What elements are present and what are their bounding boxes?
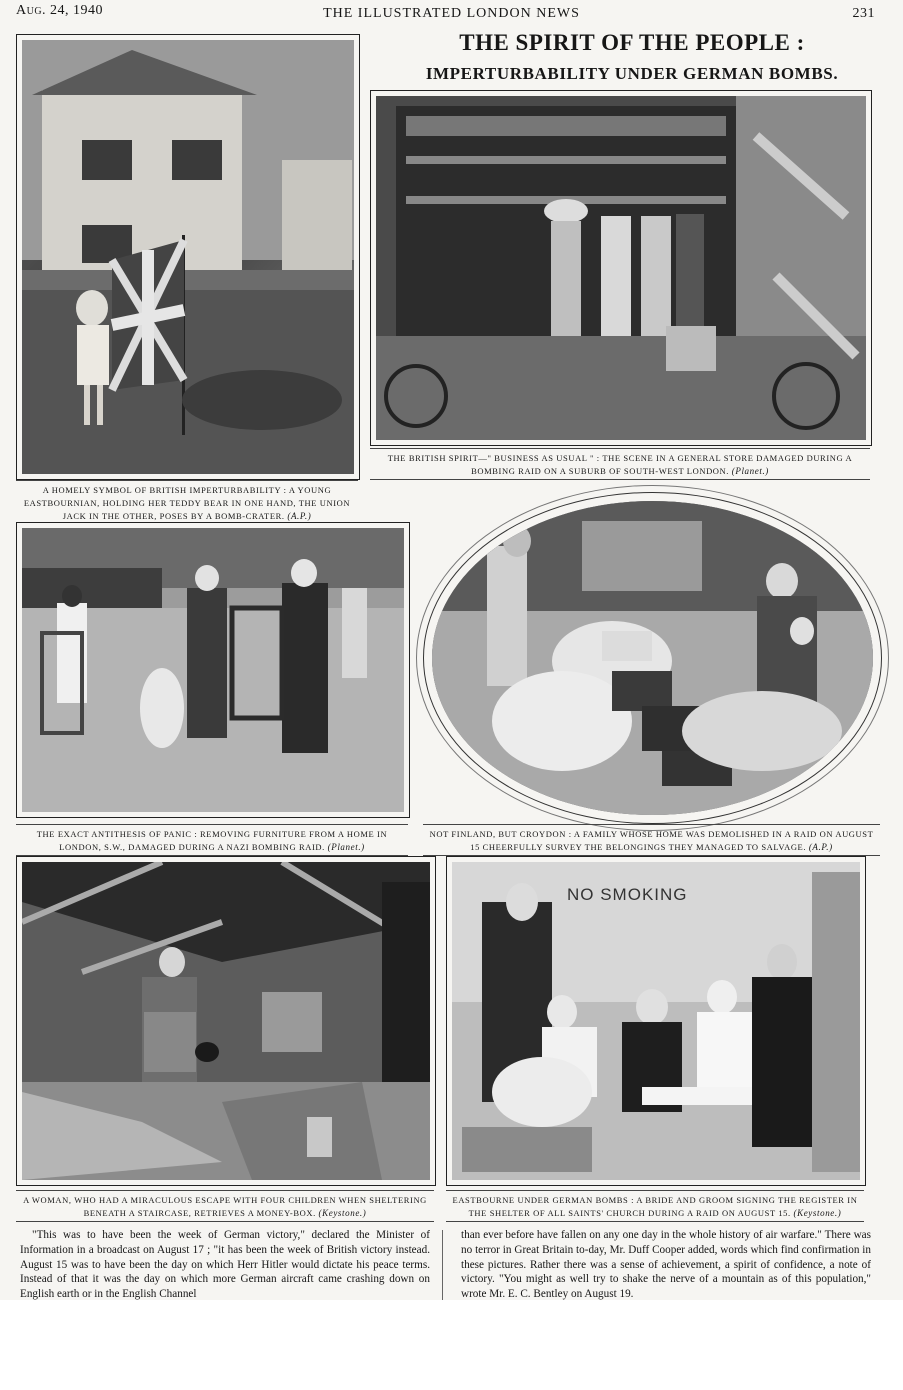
page-title: THE SPIRIT OF THE PEOPLE : — [459, 30, 805, 55]
photo-wedding-frame — [446, 856, 866, 1186]
page-subtitle: IMPERTURBABILITY UNDER GERMAN BOMBS. — [425, 64, 839, 83]
issue-date: Aug. 24, 1940 — [16, 3, 104, 18]
photo-general-store — [376, 96, 866, 440]
publication-name: THE ILLUSTRATED LONDON NEWS — [323, 6, 580, 21]
photo-money-box — [22, 862, 430, 1180]
caption-money-box: A WOMAN, WHO HAD A MIRACULOUS ESCAPE WITH FOUR CHILDREN WHEN SHELTERING BENEATH A STAIRCASE, RETRIEVES A MONEY-BOX. (Keystone.) — [16, 1190, 434, 1222]
photo-girl-flag — [22, 40, 354, 474]
caption-croydon: NOT FINLAND, BUT CROYDON : A FAMILY WHOSE HOME WAS DEMOLISHED IN A RAID ON AUGUST 15 CHEERFULLY SURVEY THE BELONGINGS THEY MANAGED TO SALVAGE. (A.P.) — [423, 824, 880, 856]
photo-general-store-frame — [370, 90, 872, 446]
photo-croydon-frame — [423, 492, 882, 824]
photo-croydon — [432, 501, 873, 815]
photo-wedding — [452, 862, 860, 1180]
caption-furniture: THE EXACT ANTITHESIS OF PANIC : REMOVING FURNITURE FROM A HOME IN LONDON, S.W., DAMAGED DURING A NAZI BOMBING RAID. (Planet.) — [16, 824, 408, 856]
photo-furniture-frame — [16, 522, 410, 818]
photo-furniture — [22, 528, 404, 812]
article-column-right: than ever before have fallen on any one day in the whole history of air warfare." There was no terror in Great Britain to-day, Mr. Duff Cooper added, words which find confirmation in these pictures. Rather there was a sense of achievement, a spirit of confidence, a note of victory. "You might as well try to shake the nerve of a mountain as of this population," wrote Mr. E. C. Bentley on August 19. — [461, 1229, 871, 1301]
article-column-left: "This was to have been the week of German victory," declared the Minister of Information in a broadcast on August 17 ; "it has been the week of British victory instead. August 15 was to have been the day on which Herr Hitler would dictate his peace terms. Instead of that it was the day on which more German aircraft came crashing down on English earth or in the English Channel — [20, 1229, 430, 1301]
page-number: 231 — [852, 6, 875, 21]
no-smoking-sign: NO SMOKING — [567, 885, 688, 904]
photo-money-box-frame — [16, 856, 436, 1186]
caption-wedding: EASTBOURNE UNDER GERMAN BOMBS : A BRIDE AND GROOM SIGNING THE REGISTER IN THE SHELTER OF ALL SAINTS' CHURCH DURING A RAID ON AUGUST 15. (Keystone.) — [446, 1190, 864, 1222]
bottom-margin — [0, 1300, 903, 1390]
caption-general-store: THE BRITISH SPIRIT—" BUSINESS AS USUAL " : THE SCENE IN A GENERAL STORE DAMAGED DURING A BOMBING RAID ON A SUBURB OF SOUTH-WEST LONDON. (Planet.) — [370, 448, 870, 480]
photo-girl-flag-frame — [16, 34, 360, 480]
caption-girl-flag: A HOMELY SYMBOL OF BRITISH IMPERTURBABILITY : A YOUNG EASTBOURNIAN, HOLDING HER TEDDY BEAR IN ONE HAND, THE UNION JACK IN THE OTHER, POSES BY A BOMB-CRATER. (A.P.) — [16, 480, 358, 524]
column-divider — [442, 1230, 443, 1306]
